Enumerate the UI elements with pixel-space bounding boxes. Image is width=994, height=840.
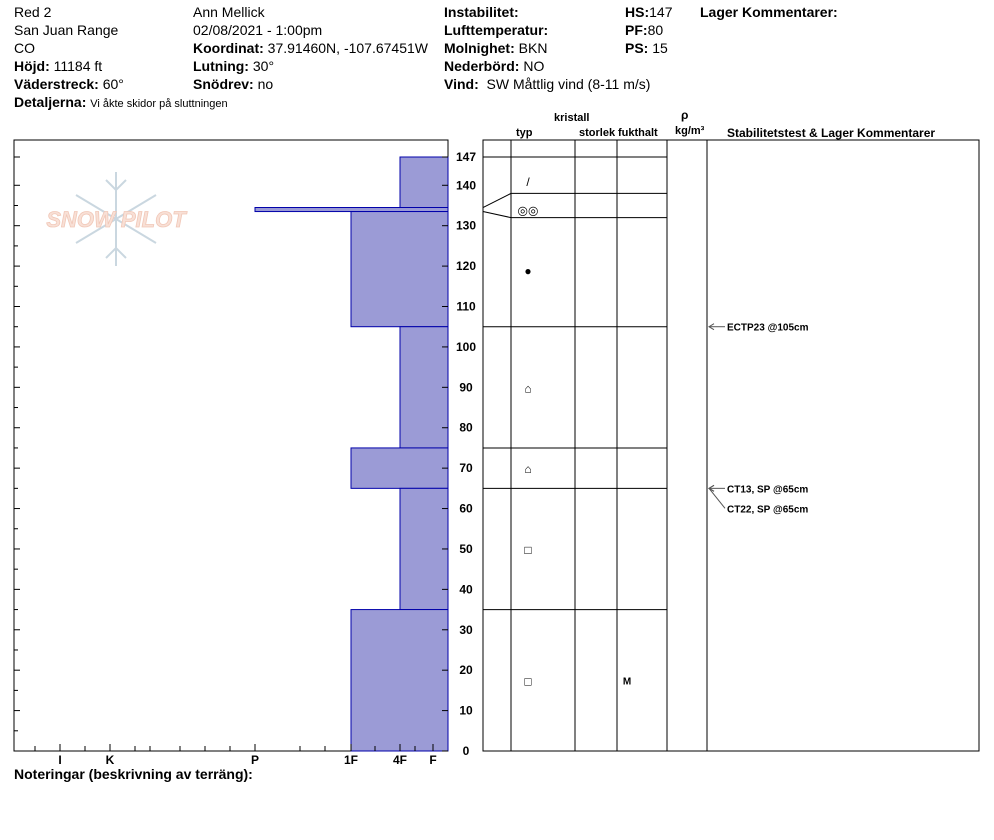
airtemp-label: Lufttemperatur:	[444, 22, 549, 38]
hardness-layer-bar	[400, 327, 448, 448]
thin-layer-fan-bottom	[483, 212, 511, 218]
height-tick-label: 130	[455, 218, 477, 233]
snowpilot-watermark	[46, 172, 187, 266]
slope-label: Lutning:	[193, 58, 249, 74]
grain-type-symbol: □	[524, 542, 532, 557]
hardness-tick-label: K	[105, 753, 115, 767]
rho-header: ρ	[681, 108, 689, 122]
height-tick-label: 60	[459, 501, 473, 516]
hs-value: 147	[649, 4, 673, 20]
aspect-value: 60°	[102, 76, 124, 92]
height-tick-label: 110	[456, 299, 476, 314]
stability-header: Stabilitetstest & Lager Kommentarer	[727, 126, 936, 140]
instability-label: Instabilitet:	[444, 4, 519, 20]
hardness-layer-bar	[351, 448, 448, 488]
state: CO	[14, 40, 35, 56]
grain-type-symbol: ⌂	[524, 381, 532, 396]
hardness-tick-label: 1F	[343, 753, 359, 767]
hs-label: HS:	[625, 4, 650, 20]
wind-value: SW Måttlig vind (8-11 m/s)	[486, 76, 651, 92]
layer-table-frame	[483, 140, 979, 751]
precip-label: Nederbörd:	[444, 58, 520, 74]
type-header: typ	[516, 127, 533, 139]
mountain-range: San Juan Range	[14, 22, 119, 38]
size-header: storlek	[579, 127, 616, 139]
hardness-layer-bar	[400, 157, 448, 208]
height-tick-label: 50	[459, 541, 473, 556]
wind-label: Vind:	[444, 76, 479, 92]
height-tick-label: 10	[459, 703, 473, 718]
observation-datetime: 02/08/2021 - 1:00pm	[193, 22, 323, 38]
height-tick-label: 30	[459, 622, 473, 637]
hardness-layer-bar	[351, 212, 448, 327]
hardness-tick-label: P	[250, 753, 260, 767]
height-tick-label: 100	[455, 339, 477, 354]
observer-name: Ann Mellick	[193, 4, 265, 20]
elevation-value: 11184 ft	[53, 58, 103, 74]
height-tick-label: 80	[459, 420, 473, 435]
ps-value: 15	[652, 40, 668, 56]
height-tick-label: 20	[459, 663, 473, 678]
pf-label: PF:	[625, 22, 648, 38]
test-pointer-line	[709, 488, 725, 508]
height-tick-label: 0	[462, 744, 470, 758]
moisture-label: M	[622, 676, 632, 688]
hardness-layer-bar	[351, 610, 448, 751]
pf-value: 80	[647, 22, 664, 38]
grain-type-symbol: /	[526, 175, 530, 190]
notes-label: Noteringar (beskrivning av terräng):	[14, 766, 253, 782]
height-tick-label: 70	[459, 461, 473, 476]
watermark-text: SNOW PILOT	[46, 207, 186, 232]
thin-layer-fan-top	[483, 193, 511, 207]
details-value: Vi åkte skidor på sluttningen	[90, 98, 228, 110]
stability-tests	[709, 323, 809, 516]
grain-type-symbol: □	[524, 674, 532, 689]
coordinate-label: Koordinat:	[193, 40, 264, 56]
moisture-header: fukthalt	[618, 127, 658, 139]
drift-label: Snödrev:	[193, 76, 254, 92]
drift-value: no	[257, 76, 274, 92]
precip-value: NO	[523, 58, 545, 74]
grain-type-symbol: ●	[524, 264, 532, 279]
crystal-header: kristall	[554, 112, 590, 124]
location-name: Red 2	[14, 4, 52, 20]
height-tick-label: 147	[455, 150, 477, 164]
grain-type-symbol: ◎◎	[517, 203, 539, 218]
stability-test-label: ECTP23 @105cm	[727, 322, 809, 334]
hardness-tick-label: F	[429, 753, 437, 767]
grain-type-symbol: ⌂	[524, 462, 532, 477]
coordinate-value: 37.91460N, -107.67451W	[267, 40, 428, 56]
sky-value: BKN	[518, 40, 548, 56]
height-tick-label: 140	[455, 178, 477, 193]
height-tick-label: 90	[459, 380, 473, 395]
sky-label: Molnighet:	[444, 40, 515, 56]
hardness-layer-bar	[400, 488, 448, 609]
stability-test-label: CT22, SP @65cm	[727, 504, 809, 516]
hardness-tick-label: I	[58, 753, 62, 767]
ps-label: PS:	[625, 40, 649, 56]
aspect-label: Väderstreck:	[14, 76, 99, 92]
height-tick-label: 40	[459, 582, 473, 597]
grain-symbols	[518, 175, 632, 688]
elevation-label: Höjd:	[14, 58, 50, 74]
details-label: Detaljerna:	[14, 94, 87, 110]
hardness-layer-bar	[255, 208, 448, 212]
stability-test-label: CT13, SP @65cm	[727, 484, 809, 496]
hardness-layers	[255, 157, 448, 751]
layer-comments-label: Lager Kommentarer:	[700, 4, 838, 20]
density-unit-header: kg/m³	[675, 125, 705, 137]
hardness-tick-label: 4F	[392, 753, 408, 767]
slope-value: 30°	[252, 58, 275, 74]
height-tick-label: 120	[455, 259, 477, 274]
